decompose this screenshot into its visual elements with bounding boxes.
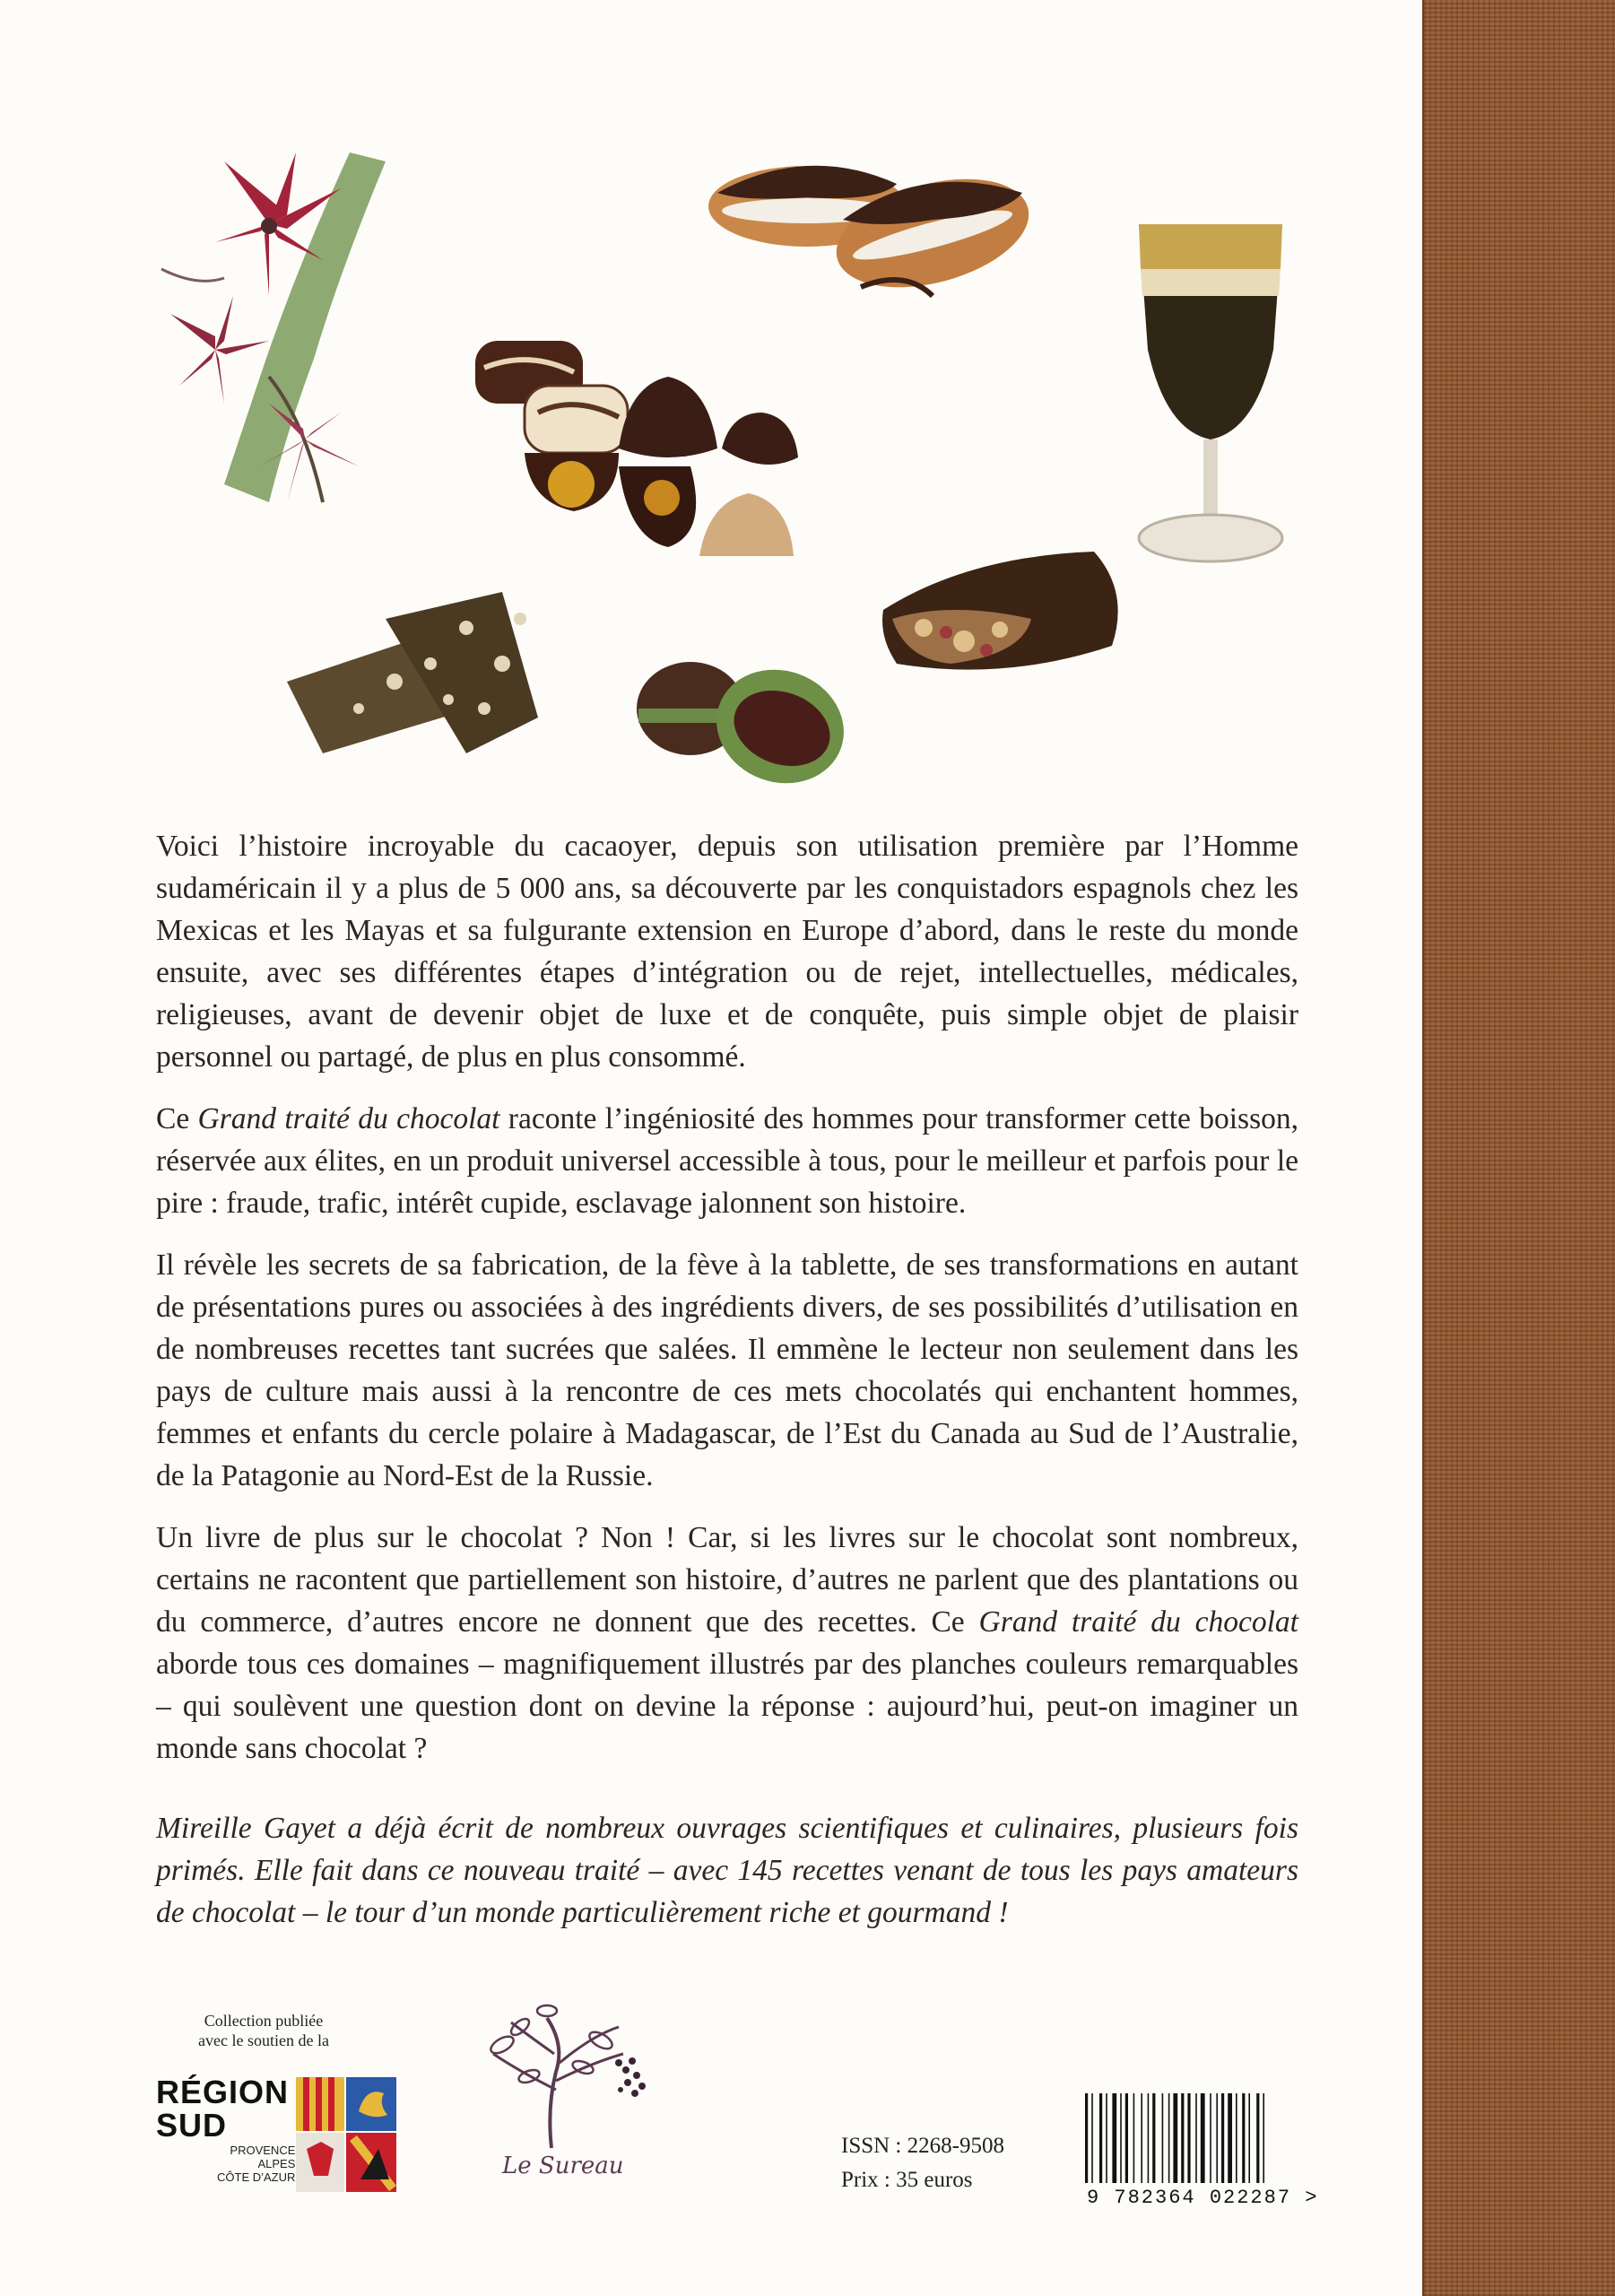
- barcode-bar: [1120, 2093, 1122, 2183]
- barcode-bar: [1256, 2093, 1259, 2183]
- barcode-bar: [1162, 2093, 1164, 2183]
- barcode-bars: [1076, 2093, 1300, 2185]
- issn-price-block: [841, 2129, 1004, 2197]
- paragraph-history: Voici l’histoire incroyable du cacaoyer, depuis son utilisation première par l’Homme sudaméricain il y a plus de 5 000 ans, sa découverte par les conquistadors espagnols chez les Mexicas et les Mayas et sa fulgurante extension en Europe d’abord, dans le reste du monde ensuite, avec ses différentes étapes d’intégration ou de rejet, intellectuelles, médicales, religieuses, avant de devenir objet de luxe et de conquête, puis simple objet de plaisir personnel ou partagé, de plus en plus consommé.: [156, 830, 1298, 1074]
- le-sureau-logo: [466, 2000, 655, 2197]
- barcode-bar: [1195, 2093, 1197, 2183]
- barcode-bar: [1141, 2093, 1142, 2183]
- barcode-bar: [1099, 2093, 1102, 2183]
- barcode-bar: [1085, 2093, 1088, 2183]
- issn-number: ISSN : 2268-9508: [841, 2134, 1004, 2158]
- barcode-bar: [1263, 2093, 1264, 2183]
- barcode-bar: [1221, 2093, 1224, 2183]
- chocolate-illustrations: [0, 0, 1422, 807]
- barcode-bar: [1173, 2093, 1177, 2183]
- eclairs-illustration: [708, 160, 1040, 306]
- region-subtitle: PROVENCE ALPES CÔTE D’AZUR: [217, 2144, 296, 2184]
- book-spine-cloth: [1422, 0, 1615, 2296]
- barcode-bar: [1152, 2093, 1155, 2183]
- elder-tree-icon: [466, 2000, 655, 2152]
- paragraph-why: Un livre de plus sur le chocolat ? Non ! Car, si les livres sur le chocolat sont nombreux, certains ne racontent que partiellement son histoire, d’autres ne parlent que des plantations ou du commerce, d’autres encore ne donnent que des recettes. Ce Grand traité du chocolat aborde tous ces domaines – magnifiquement illustrés par des planches couleurs remarquables – qui soulèvent une question dont on devine la réponse : aujourd’hui, peut-on imaginer un monde sans chocolat ?: [156, 1521, 1298, 1765]
- cacao-flower-illustration: [161, 152, 386, 502]
- paragraph-ingenuity: Ce Grand traité du chocolat raconte l’ingéniosité des hommes pour transformer cette boisson, réservée aux élites, en un produit universel accessible à tous, pour le meilleur et parfois pour le pire : fraude, trafic, intérêt cupide, esclavage jalonnent son histoire.: [156, 1102, 1298, 1220]
- footer: [0, 2000, 1422, 2296]
- barcode-bar: [1133, 2093, 1135, 2183]
- price: Prix : 35 euros: [841, 2168, 973, 2192]
- barcode-bar: [1216, 2093, 1218, 2183]
- barcode-digits: 9 782364 022287 >: [1087, 2187, 1319, 2209]
- region-name: RÉGION SUD: [156, 2074, 290, 2144]
- nougat-bar-illustration: [287, 592, 538, 753]
- chocolate-bar-illustration: [882, 552, 1118, 670]
- barcode-bar: [1228, 2093, 1232, 2183]
- barcode-bar: [1201, 2093, 1205, 2183]
- isbn-barcode: [1076, 2093, 1319, 2210]
- region-sud-logo: [156, 2011, 398, 2184]
- barcode-bar: [1236, 2093, 1237, 2183]
- barcode-bar: [1181, 2093, 1184, 2183]
- paragraph-secrets: Il révèle les secrets de sa fabrication, de la fève à la tablette, de ses transformations en autant de présentations pures ou associées à des ingrédients divers, de ses possibilités d’utilisation en de nombreuses recettes tant sucrées que salées. Il emmène le lecteur non seulement dans les pays de culture mais aussi à la rencontre de ces mets chocolatés qui enchantent hommes, femmes et enfants du cercle polaire à Madagascar, de l’Est du Canada au Sud de l’Australie, de la Patagonie au Nord-Est de la Russie.: [156, 1248, 1298, 1492]
- author-bio: Mireille Gayet a déjà écrit de nombreux ouvrages scientifiques et culinaires, plusieurs fois primés. Elle fait dans ce nouveau traité – avec 145 recettes venant de tous les pays amateurs de chocolat – le tour d’un monde particulièrement riche et gourmand !: [156, 1812, 1298, 1929]
- book-title: Grand traité du chocolat: [197, 1102, 500, 1135]
- barcode-bar: [1248, 2093, 1250, 2183]
- book-title: Grand traité du chocolat: [978, 1605, 1298, 1639]
- barcode-bar: [1210, 2093, 1211, 2183]
- chocolate-bonbons-illustration: [475, 341, 798, 556]
- barcode-bar: [1168, 2093, 1170, 2183]
- barcode-bar: [1242, 2093, 1245, 2183]
- barcode-bar: [1125, 2093, 1128, 2183]
- chocolate-drink-glass-illustration: [1139, 224, 1282, 561]
- region-shield-icon: [294, 2075, 398, 2194]
- macarons-illustration: [637, 652, 860, 801]
- collection-caption: Collection publiée avec le soutien de la: [198, 2012, 329, 2049]
- barcode-bar: [1187, 2093, 1190, 2183]
- description-text: [156, 825, 1298, 1953]
- barcode-bar: [1112, 2093, 1116, 2183]
- barcode-bar: [1106, 2093, 1107, 2183]
- barcode-bar: [1091, 2093, 1093, 2183]
- barcode-bar: [1148, 2093, 1150, 2183]
- publisher-name: Le Sureau: [502, 2152, 624, 2179]
